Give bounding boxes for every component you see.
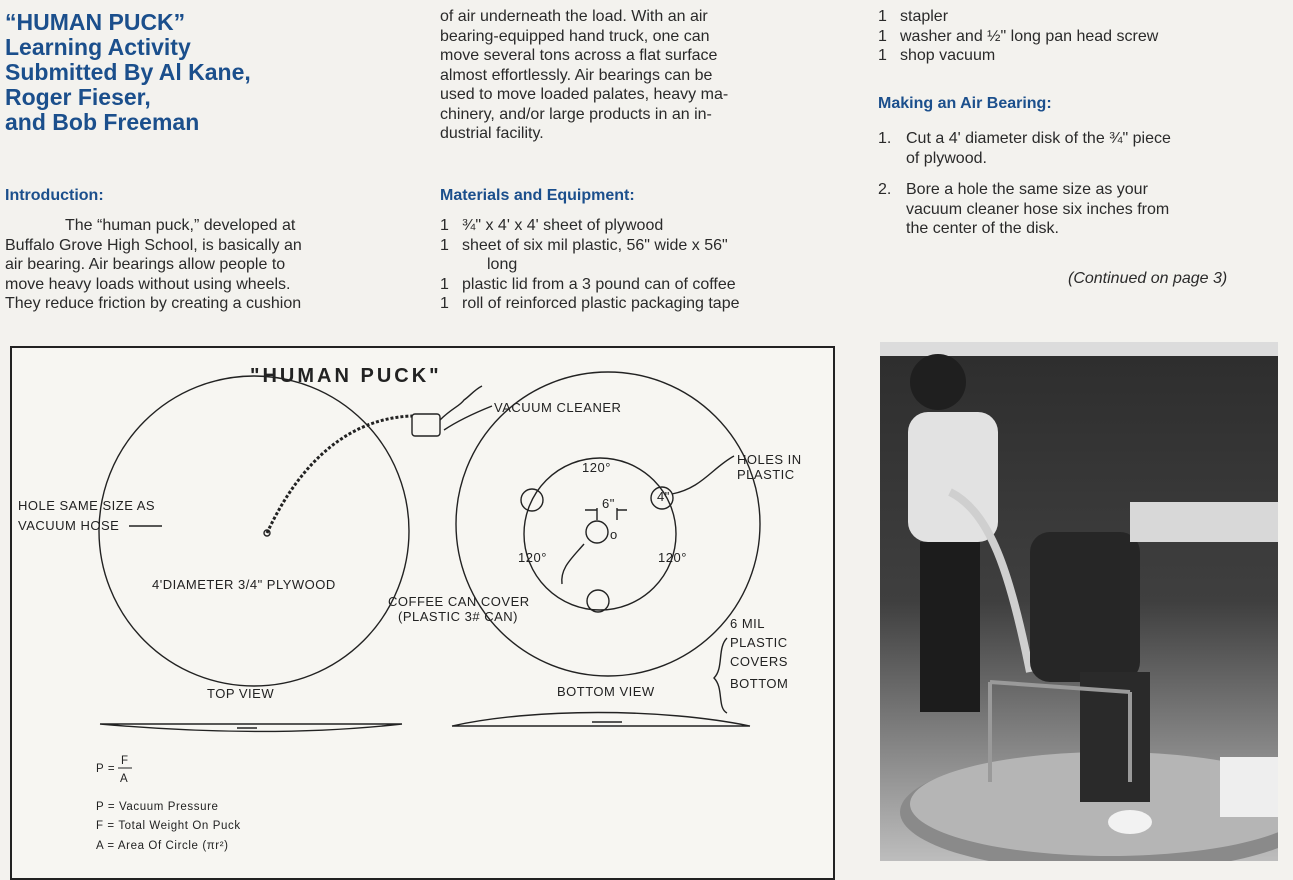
top-view-disk xyxy=(99,376,409,686)
text-line: air bearing. Air bearings allow people to xyxy=(5,256,286,273)
label-holes: HOLES IN xyxy=(737,452,802,467)
text-line: The “human puck,” developed at xyxy=(65,217,296,234)
item-text: sheet of six mil plastic, 56" wide x 56" xyxy=(462,236,728,254)
label-bottom-view: BOTTOM VIEW xyxy=(557,684,655,699)
item-text: plastic lid from a 3 pound can of coffee xyxy=(462,275,736,293)
label-mil: COVERS xyxy=(730,654,788,669)
label-dimension: 6" xyxy=(602,496,615,511)
step-number: 2. xyxy=(878,181,892,198)
formula-def: F = Total Weight On Puck xyxy=(96,820,241,832)
text-line: move heavy loads without using wheels. xyxy=(5,275,291,293)
leader-line xyxy=(672,456,734,494)
title-line: and Bob Freeman xyxy=(5,109,200,135)
text-line: They reduce friction by creating a cushion xyxy=(5,295,302,312)
seated-person-body xyxy=(1030,532,1140,682)
text-line: the center of the disk. xyxy=(906,220,1059,237)
list-item xyxy=(878,27,1158,47)
title-line: Roger Fieser, xyxy=(5,84,151,110)
desk xyxy=(1130,502,1278,542)
label-mil: BOTTOM xyxy=(730,676,789,691)
item-text: ¾" x 4' x 4' sheet of plywood xyxy=(462,217,664,234)
formula-def: A = Area Of Circle (πr²) xyxy=(96,840,229,852)
label-mil: 6 MIL xyxy=(730,616,766,631)
article-title xyxy=(5,10,251,135)
title-line: Learning Activity xyxy=(5,34,191,60)
label-hole-size: HOLE SAME SIZE AS xyxy=(18,498,156,513)
bottom-view-disk xyxy=(456,372,760,676)
list-item xyxy=(878,46,1158,66)
center-cover xyxy=(586,521,608,543)
list-item xyxy=(878,7,1158,27)
standing-person-head xyxy=(910,354,966,410)
materials-heading: Materials and Equipment: xyxy=(440,187,635,204)
text-line: vacuum cleaner hose six inches from xyxy=(906,200,1170,218)
step-number: 1. xyxy=(878,130,892,147)
label-hole-size: VACUUM HOSE xyxy=(18,518,120,533)
vacuum-cleaner-box xyxy=(412,414,440,436)
list-item xyxy=(440,255,740,275)
leader-line xyxy=(444,406,492,430)
text-line: of plywood. xyxy=(906,149,987,167)
introduction-heading: Introduction: xyxy=(5,187,104,204)
item-qty: 1 xyxy=(878,8,887,25)
steps-list xyxy=(878,129,1278,239)
item-qty: 1 xyxy=(878,47,887,64)
vacuum-cord xyxy=(440,386,482,420)
item-text: roll of reinforced plastic packaging tape xyxy=(462,295,740,312)
diagram-svg xyxy=(12,348,833,863)
text-line: move several tons across a flat surface xyxy=(440,47,718,64)
item-text: washer and ½" long pan head screw xyxy=(900,27,1159,45)
item-qty xyxy=(440,255,487,275)
text-line: Cut a 4' diameter disk of the ¾" piece xyxy=(906,130,1171,147)
text-line: Buffalo Grove High School, is basically an xyxy=(5,236,302,254)
leader-line xyxy=(562,544,584,584)
label-dimension: o xyxy=(610,527,618,542)
text-line: Bore a hole the same size as your xyxy=(906,181,1148,198)
text-line: of air underneath the load. With an air xyxy=(440,8,708,25)
puck-demo-photo xyxy=(880,342,1278,861)
label-top-view: TOP VIEW xyxy=(207,686,275,701)
step-item xyxy=(878,180,1278,239)
list-item xyxy=(440,294,740,314)
list-item xyxy=(440,236,740,256)
text-line: used to move loaded palates, heavy ma- xyxy=(440,86,729,103)
bracket xyxy=(714,638,727,713)
label-angle: 120° xyxy=(582,460,611,475)
label-coffee: (PLASTIC 3# CAN) xyxy=(398,609,518,624)
list-item xyxy=(440,216,740,236)
item-qty: 1 xyxy=(440,217,449,234)
making-heading: Making an Air Bearing: xyxy=(878,95,1052,112)
photo-svg xyxy=(880,342,1278,861)
item-qty: 1 xyxy=(440,275,449,293)
standing-person-legs xyxy=(920,542,980,712)
item-qty: 1 xyxy=(878,27,887,45)
continued-paragraph xyxy=(440,7,840,144)
title-line: “HUMAN PUCK” xyxy=(5,9,186,35)
vacuum-hose xyxy=(267,416,412,533)
formula-def: P = Vacuum Pressure xyxy=(96,801,219,813)
label-holes: PLASTIC xyxy=(737,467,795,482)
item-text: shop vacuum xyxy=(900,47,996,64)
introduction-paragraph xyxy=(5,216,400,314)
materials-list xyxy=(440,216,740,314)
text-line: chinery, and/or large products in an in- xyxy=(440,105,712,123)
label-dimension: 4" xyxy=(657,489,670,504)
materials-list-continued xyxy=(878,7,1158,66)
continued-note: (Continued on page 3) xyxy=(1068,270,1228,287)
item-text: stapler xyxy=(900,8,949,25)
step-item xyxy=(878,129,1278,168)
label-angle: 120° xyxy=(518,550,547,565)
label-plywood: 4'DIAMETER 3/4" PLYWOOD xyxy=(152,577,336,592)
item-text: long xyxy=(487,256,518,273)
label-angle: 120° xyxy=(658,550,687,565)
bottom-side-view xyxy=(452,713,750,727)
hole-circle xyxy=(524,458,676,610)
item-qty: 1 xyxy=(440,295,449,312)
bright-object xyxy=(1220,757,1278,817)
sneaker xyxy=(1108,810,1152,834)
list-item xyxy=(440,275,740,295)
formula-a: A xyxy=(120,773,129,785)
diagram-title: "HUMAN PUCK" xyxy=(250,365,442,387)
title-line: Submitted By Al Kane, xyxy=(5,59,251,85)
hole-marker xyxy=(587,590,609,612)
formula-p: P = xyxy=(96,763,116,775)
human-puck-diagram xyxy=(10,346,835,880)
ceiling-strip xyxy=(880,342,1278,356)
text-line: bearing-equipped hand truck, one can xyxy=(440,27,710,45)
label-mil: PLASTIC xyxy=(730,635,788,650)
item-qty: 1 xyxy=(440,236,449,254)
label-vacuum-cleaner: VACUUM CLEANER xyxy=(494,400,622,415)
formula-f: F xyxy=(121,755,129,767)
label-coffee: COFFEE CAN COVER xyxy=(388,594,530,609)
text-line: almost effortlessly. Air bearings can be xyxy=(440,66,713,84)
text-line: dustrial facility. xyxy=(440,125,544,142)
